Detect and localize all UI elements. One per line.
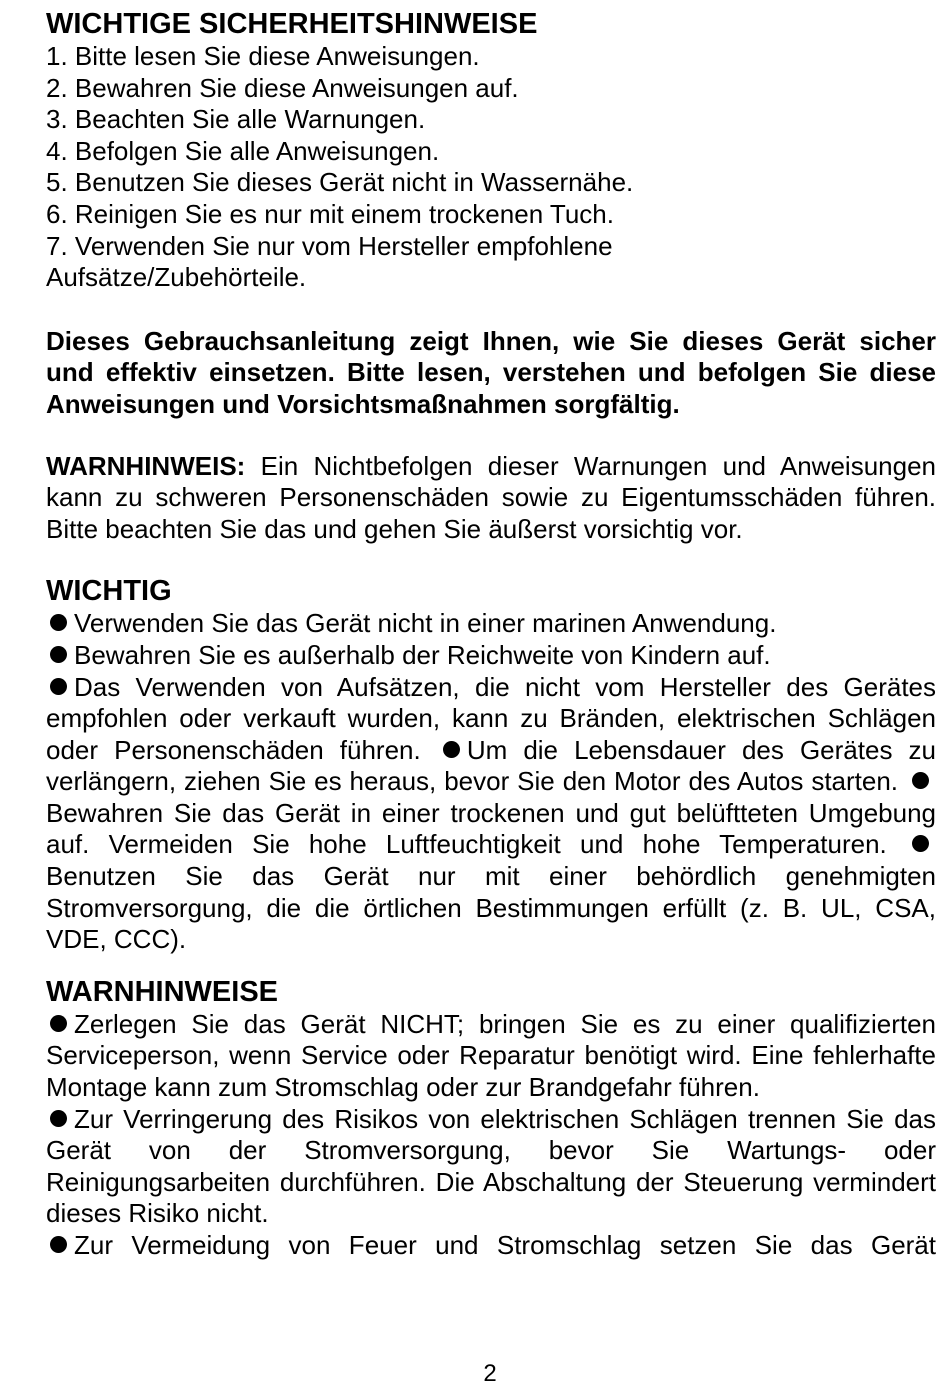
important-bullet-1-text: Verwenden Sie das Gerät nicht in einer marinen Anwendung.	[74, 608, 777, 639]
important-bullet-block	[46, 672, 936, 956]
document-page	[46, 8, 936, 1262]
safety-item-7-continued: Aufsätze/Zubehörteile.	[46, 262, 307, 293]
important-bullet-3-text: Das Verwenden von Aufsätzen, die nicht vom Hersteller des Gerätes empfohlen oder verkauft wurden, kann zu Bränden, elektrischen Schlägen oder Personenschäden führen.	[46, 671, 936, 765]
safety-item-2: 2. Bewahren Sie diese Anweisungen auf.	[46, 72, 519, 103]
warnings-bullet-3-text: Zur Vermeidung von Feuer und Stromschlag setzen Sie das Gerät	[74, 1230, 936, 1260]
page-number: 2	[483, 1360, 497, 1387]
important-bullet-1	[46, 608, 936, 640]
safety-heading: WICHTIGE SICHERHEITSHINWEISE	[46, 8, 538, 40]
bullet-icon	[912, 835, 929, 852]
bullet-icon	[50, 1110, 67, 1127]
warnings-heading: WARNHINWEISE	[46, 975, 278, 1008]
intro-paragraph: Dieses Gebrauchsanleitung zeigt Ihnen, wie Sie dieses Gerät sicher und effektiv einsetzen. Bitte lesen, verstehen und befolgen Sie diese Anweisungen und Vorsichtsmaßnahmen sorgfältig.	[46, 325, 936, 419]
important-bullet-2-text: Bewahren Sie es außerhalb der Reichweite von Kindern auf.	[74, 639, 771, 670]
safety-item-7: 7. Verwenden Sie nur vom Hersteller empfohlene	[46, 230, 613, 261]
safety-item-5: 5. Benutzen Sie dieses Gerät nicht in Wassernähe.	[46, 167, 634, 198]
warning-note-label: WARNHINWEIS:	[46, 450, 246, 481]
warning-note-text: Ein Nichtbefolgen dieser Warnungen und Anweisungen kann zu schweren Personenschäden sowie zu Eigentumsschäden führen. Bitte beachten Sie das und gehen Sie äußerst vorsichtig vor.	[46, 450, 936, 544]
important-bullet-2	[46, 640, 936, 672]
safety-item-6: 6. Reinigen Sie es nur mit einem trockenen Tuch.	[46, 198, 614, 229]
important-heading: WICHTIG	[46, 575, 172, 608]
bullet-icon	[50, 678, 67, 695]
important-bullet-5-text: Bewahren Sie das Gerät in einer trockenen und gut belüftteten Umgebung auf. Vermeiden Sie hohe Luftfeuchtigkeit und hohe Temperaturen.	[46, 797, 936, 860]
warnings-bullet-1-text: Zerlegen Sie das Gerät NICHT; bringen Sie es zu einer qualifizierten Serviceperson, wenn Service oder Reparatur benötigt wird. Eine fehlerhafte Montage kann zum Stromschlag oder zur Brandgefahr führen.	[46, 1008, 936, 1103]
warning-note-paragraph	[46, 451, 936, 546]
warnings-bullet-2-text: Zur Verringerung des Risikos von elektrischen Schlägen trennen Sie das Gerät von der Stromversorgung, bevor Sie Wartungs- oder Reinigungsarbeiten durchführen. Die Abschaltung der Steuerung vermindert dieses Risiko nicht.	[46, 1103, 936, 1229]
warnings-bullet-2	[46, 1104, 936, 1230]
bullet-icon	[50, 1236, 67, 1253]
safety-item-3: 3. Beachten Sie alle Warnungen.	[46, 104, 426, 135]
important-bullet-4-text: Um die Lebensdauer des Gerätes zu verlängern, ziehen Sie es heraus, bevor Sie den Motor des Autos starten.	[46, 734, 936, 797]
important-bullet-6-text: Benutzen Sie das Gerät nur mit einer behördlich genehmigten Stromversorgung, die die örtlichen Bestimmungen erfüllt (z. B. UL, CSA, VDE, CCC).	[46, 861, 936, 955]
safety-item-4: 4. Befolgen Sie alle Anweisungen.	[46, 135, 440, 166]
warnings-bullet-1	[46, 1009, 936, 1104]
warnings-bullet-3	[46, 1230, 936, 1262]
safety-item-1: 1. Bitte lesen Sie diese Anweisungen.	[46, 41, 480, 71]
bullet-icon	[912, 772, 929, 789]
bullet-icon	[50, 1015, 67, 1032]
bullet-icon	[50, 614, 67, 631]
bullet-icon	[443, 741, 460, 758]
bullet-icon	[50, 646, 67, 663]
